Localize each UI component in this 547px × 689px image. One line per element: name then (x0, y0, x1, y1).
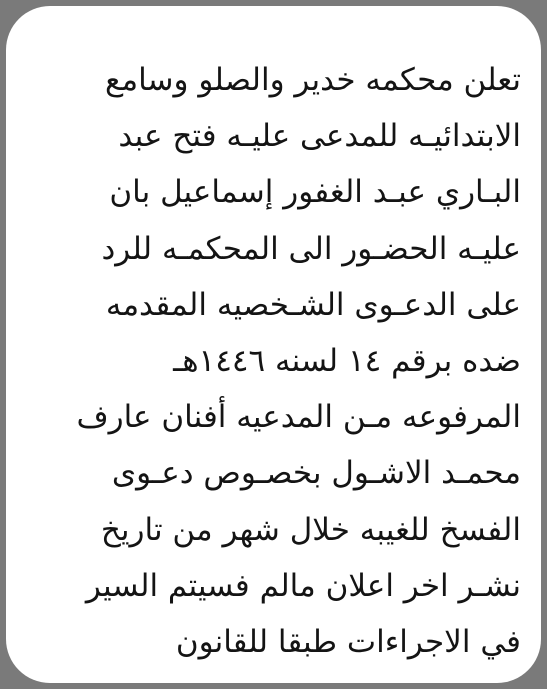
notice-text (28, 52, 521, 670)
notice-line-6: ضده برقم ١٤ لسنه ١٤٤٦هـ (173, 342, 521, 379)
notice-line-7: المرفوعه مـن المدعيه أفنان عارف (76, 399, 521, 436)
notice-line-4: عليـه الحضـور الى المحكمـه للرد (101, 230, 521, 267)
notice-line-1: تعلن محكمه خدير والصلو وسامع (105, 62, 521, 98)
notice-line-5: على الدعـوى الشـخصيه المقدمه (105, 286, 521, 323)
notice-line-3: البـاري عبـد الغفور إسماعيل بان (109, 174, 521, 211)
notice-line-2: الابتدائيـه للمدعى عليـه فتح عبد (118, 118, 521, 155)
notice-line-8: محمـد الاشـول بخصـوص دعـوى (111, 455, 521, 492)
notice-line-11: في الاجراءات طبقا للقانون (175, 623, 521, 660)
notice-line-10: نشـر اخر اعلان مالم فسيتم السير (85, 567, 521, 604)
notice-line-9: الفسخ للغيبه خلال شهر من تاريخ (100, 511, 521, 548)
notice-card (6, 6, 541, 683)
